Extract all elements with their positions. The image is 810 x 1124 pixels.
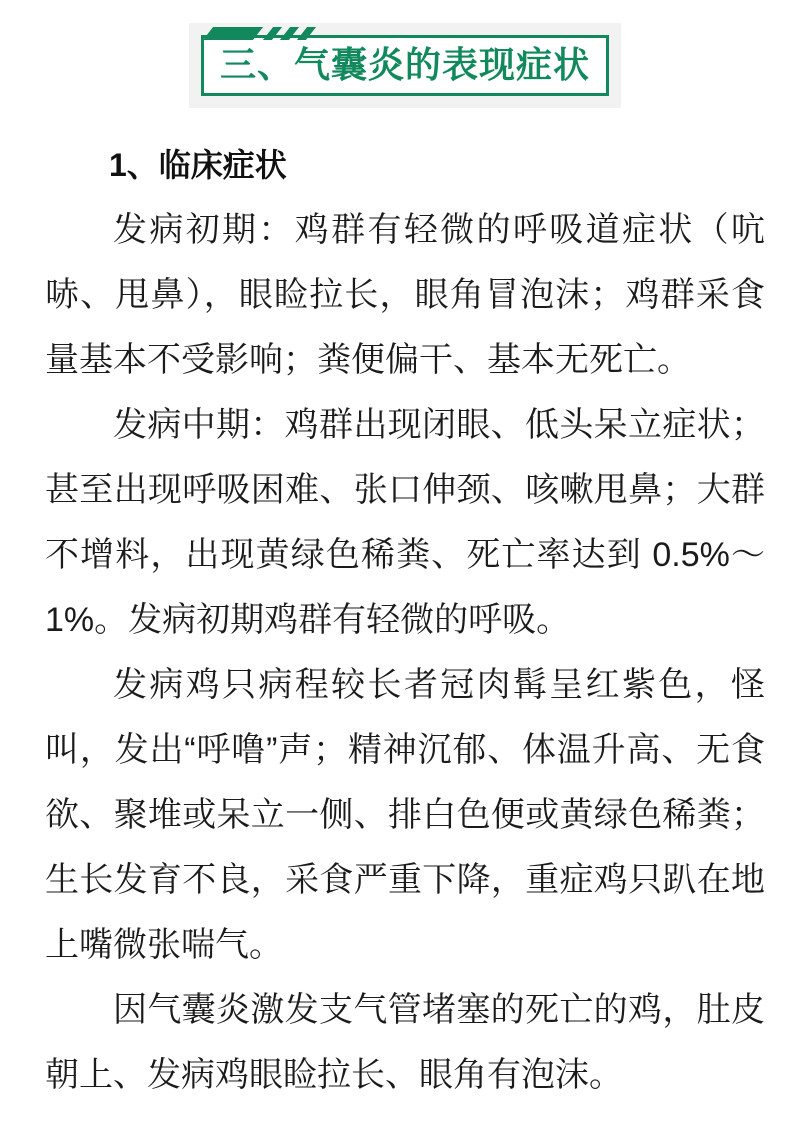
slash-decoration-icon: [297, 27, 316, 40]
section-title: 三、气囊炎的表现症状: [219, 44, 590, 85]
section-heading: 1、临床症状: [109, 147, 287, 183]
paragraph-early-stage: 发病初期：鸡群有轻微的呼吸道症状（吭哧、甩鼻），眼睑拉长，眼角冒泡沫；鸡群采食量基本不受影响；粪便偏干、基本无死亡。: [45, 211, 765, 379]
slash-decoration-icon: [280, 27, 299, 40]
paragraph-death-signs: 因气囊炎激发支气管堵塞的死亡的鸡，肚皮朝上、发病鸡眼睑拉长、眼角有泡沫。: [45, 991, 765, 1094]
slash-bar-decoration-icon: [203, 27, 263, 40]
slash-decoration-icon: [263, 27, 282, 40]
paragraph-mid-stage: 发病中期：鸡群出现闭眼、低头呆立症状；甚至出现呼吸困难、张口伸颈、咳嗽甩鼻；大群不增料，出现黄绿色稀粪、死亡率达到 0.5%～1%。发病初期鸡群有轻微的呼吸。: [45, 406, 765, 639]
paragraph-long-course: 发病鸡只病程较长者冠肉髯呈红紫色，怪叫，发出“呼噜”声；精神沉郁、体温升高、无食欲、聚堆或呆立一侧、排白色便或黄绿色稀粪；生长发育不良，采食严重下降，重症鸡只趴在地上嘴微张喘气。: [45, 666, 765, 964]
article-body: [45, 133, 765, 1108]
title-box: [201, 35, 609, 96]
title-banner: [189, 23, 621, 108]
